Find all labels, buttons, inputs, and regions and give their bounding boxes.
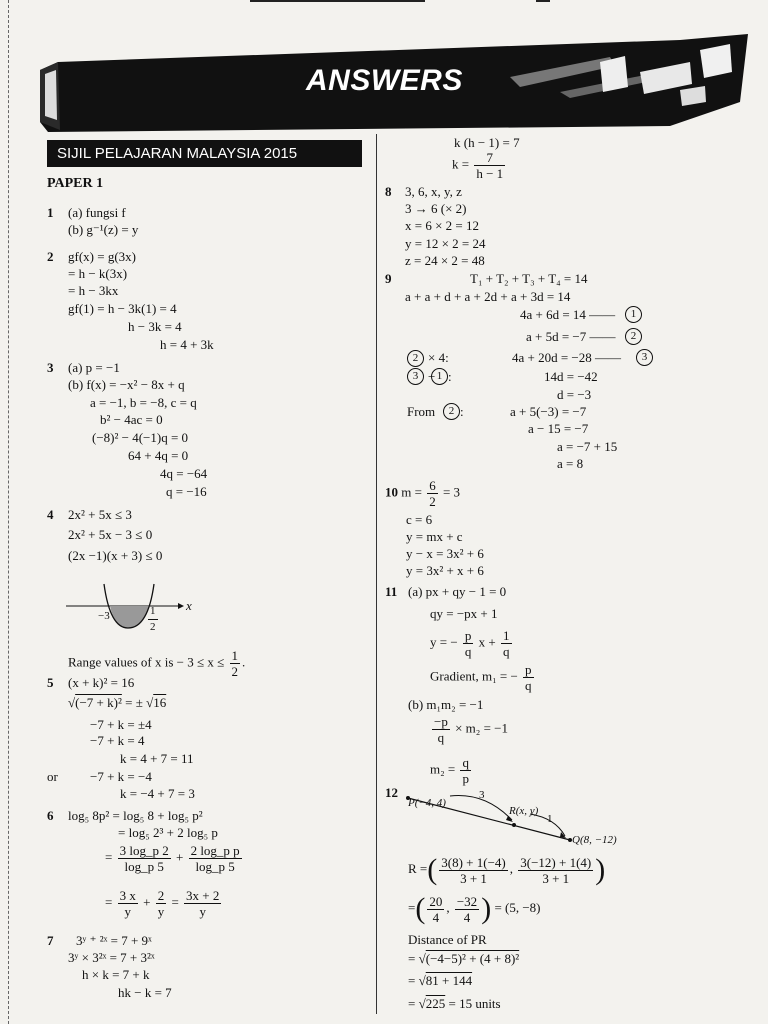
q11-y-eq: y = − $\frac{p}{q}$ x + $\frac{1}{q}$ bbox=[430, 628, 510, 659]
left-line: (−8)² − 4(−1)q = 0 bbox=[92, 430, 189, 445]
left-line: a = −1, b = −8, c = q bbox=[90, 395, 197, 410]
right-line: : bbox=[460, 404, 464, 419]
graph-x-label: x bbox=[186, 598, 192, 613]
point-Q: Q(8, −12) bbox=[572, 834, 617, 846]
left-line: gf(x) = g(3x) bbox=[68, 249, 136, 264]
right-line: z = 24 × 2 = 48 bbox=[405, 253, 485, 268]
left-line: 1 bbox=[47, 205, 54, 220]
column-divider bbox=[376, 134, 377, 1014]
top-rule-mark bbox=[536, 0, 550, 2]
q11-b-line: $\frac{-p}{q}$ × m₂ = −1 bbox=[434, 714, 508, 745]
left-line: h × k = 7 + k bbox=[82, 967, 150, 982]
right-line: 14d = −42 bbox=[544, 369, 598, 384]
left-line: (a) fungsi f bbox=[68, 205, 126, 220]
q11-m2: m₂ = $\frac{q}{p}$ bbox=[430, 755, 469, 786]
right-line: y = 3x² + x + 6 bbox=[406, 563, 484, 578]
step-marker-3b: 3 bbox=[407, 368, 424, 385]
q11-gradient: Gradient, m₁ = − $\frac{p}{q}$ bbox=[430, 662, 532, 693]
left-line: 3ʸ ⁺ ²ˣ = 7 + 9ˣ bbox=[76, 933, 152, 948]
right-line: (a) px + qy − 1 = 0 bbox=[408, 584, 507, 599]
cut-line bbox=[8, 0, 9, 1024]
left-line: 2 bbox=[47, 249, 54, 264]
left-line: (x + k)² = 16 bbox=[68, 675, 135, 690]
right-line: 11 bbox=[385, 584, 398, 599]
step-marker-2: 2 bbox=[625, 328, 642, 345]
left-line: 6 bbox=[47, 808, 54, 823]
left-line: h = 4 + 3k bbox=[160, 337, 214, 352]
step-marker-1: 1 bbox=[625, 306, 642, 323]
left-line: 4 bbox=[47, 507, 54, 522]
q7-k-fraction: k = $\frac{7}{h - 1}$ bbox=[452, 150, 504, 181]
right-line: x = 6 × 2 = 12 bbox=[405, 218, 479, 233]
right-line: qy = −px + 1 bbox=[430, 606, 498, 621]
right-line: c = 6 bbox=[406, 512, 433, 527]
right-line: 4a + 20d = −28 —— bbox=[512, 350, 622, 365]
right-line: Distance of PR bbox=[408, 932, 487, 947]
left-line: (b) f(x) = −x² − 8x + q bbox=[68, 377, 185, 392]
left-line: (b) g⁻¹(z) = y bbox=[68, 222, 139, 237]
right-line: a − 15 = −7 bbox=[528, 421, 589, 436]
left-line: 5 bbox=[47, 675, 54, 690]
right-line: y = mx + c bbox=[406, 529, 463, 544]
left-line: = h − 3kx bbox=[68, 283, 119, 298]
left-line: gf(1) = h − 3k(1) = 4 bbox=[68, 301, 177, 316]
right-line: a + a + d + a + 2d + a + 3d = 14 bbox=[405, 289, 571, 304]
right-line: 4a + 6d = 14 —— bbox=[520, 307, 616, 322]
ratio-1: 1 bbox=[547, 813, 553, 825]
left-line: = h − k(3x) bbox=[68, 266, 128, 281]
right-line: (b) m₁m₂ = −1 bbox=[408, 697, 484, 712]
step-marker-2b: 2 bbox=[407, 350, 424, 367]
q6-line4: = $\frac{3 x}{y}$ + $\frac{2}{y}$ = $\frac{3x + 2}{y}$ bbox=[105, 888, 220, 919]
right-line: − bbox=[428, 369, 436, 384]
q6-line3: = $\frac{3 \log\_p 2}{\log\_p 5}$ + $\frac{\text{2 log\_p p}}{\log\_p 5}$ bbox=[105, 843, 240, 874]
left-line: 4q = −64 bbox=[160, 466, 208, 481]
right-line: T₁ + T₂ + T₃ + T₄ = 14 bbox=[470, 271, 588, 286]
left-line: = log₅ 2³ + 2 log₅ p bbox=[118, 825, 218, 840]
q10-line: 10 m = $\frac{6}{2}$ = 3 bbox=[385, 478, 461, 509]
ratio-3: 3 bbox=[479, 789, 485, 801]
right-line: 8 bbox=[385, 184, 392, 199]
right-line: k (h − 1) = 7 bbox=[454, 135, 520, 150]
left-line: 7 bbox=[47, 933, 54, 948]
right-line: 3, 6, x, y, z bbox=[405, 184, 462, 199]
right-line: From bbox=[407, 404, 436, 419]
page-title: ANSWERS bbox=[306, 64, 463, 97]
right-line: d = −3 bbox=[557, 387, 592, 402]
range-text: Range values of x is − 3 ≤ x ≤ $\frac{1}{2}$ . bbox=[68, 648, 246, 679]
left-line: k = −4 + 7 = 3 bbox=[120, 786, 195, 801]
right-line: 12 bbox=[385, 785, 398, 800]
left-line: h − 3k = 4 bbox=[128, 319, 182, 334]
left-line: (2x −1)(x + 3) ≤ 0 bbox=[68, 548, 163, 563]
left-line: (a) p = −1 bbox=[68, 360, 120, 375]
right-line: × 4: bbox=[428, 350, 449, 365]
right-line: y = 12 × 2 = 24 bbox=[405, 236, 486, 251]
q12-R-result: =( $\frac{20}{4}$ , $\frac{-32}{4}$ ) = (5, −8) bbox=[408, 892, 541, 926]
right-line: a + 5d = −7 —— bbox=[526, 329, 616, 344]
q12-dist-2: = √81 + 144 bbox=[408, 973, 473, 988]
left-line: 3 bbox=[47, 360, 54, 375]
left-line: −7 + k = 4 bbox=[90, 733, 145, 748]
left-line: 2x² + 5x − 3 ≤ 0 bbox=[68, 527, 153, 542]
q12-dist-3: = √225 = 15 units bbox=[408, 996, 501, 1011]
top-rule bbox=[250, 0, 425, 2]
quadratic-graph bbox=[66, 578, 196, 642]
section-label: SIJIL PELAJARAN MALAYSIA 2015 bbox=[47, 140, 362, 167]
left-line: 64 + 4q = 0 bbox=[128, 448, 189, 463]
left-line: b² − 4ac = 0 bbox=[100, 412, 163, 427]
right-line: 9 bbox=[385, 271, 392, 286]
right-line: a = 8 bbox=[557, 456, 584, 471]
right-line: y − x = 3x² + 6 bbox=[406, 546, 484, 561]
left-line: −7 + k = ±4 bbox=[90, 717, 152, 732]
left-line: −7 + k = −4 bbox=[90, 769, 152, 784]
q12-dist-1: = √(−4−5)² + (4 + 8)² bbox=[408, 951, 520, 966]
step-marker-1b: 1 bbox=[431, 368, 448, 385]
point-P: P(−4, 4) bbox=[408, 797, 446, 809]
left-line: q = −16 bbox=[166, 484, 207, 499]
left-line: hk − k = 7 bbox=[118, 985, 172, 1000]
left-line: k = 4 + 7 = 11 bbox=[120, 751, 194, 766]
step-marker-2c: 2 bbox=[443, 403, 460, 420]
right-line: a = −7 + 15 bbox=[557, 439, 618, 454]
step-marker-3: 3 bbox=[636, 349, 653, 366]
point-R: R(x, y) bbox=[509, 805, 539, 817]
left-line: 2x² + 5x ≤ 3 bbox=[68, 507, 132, 522]
left-line: log₅ 8p² = log₅ 8 + log₅ p² bbox=[68, 808, 203, 823]
left-line: 3ʸ × 3²ˣ = 7 + 3²ˣ bbox=[68, 950, 155, 965]
q5-sqrt-line: √(−7 + k)² = ± √16 bbox=[68, 695, 167, 710]
right-line: : bbox=[448, 369, 452, 384]
right-line: a + 5(−3) = −7 bbox=[510, 404, 587, 419]
left-line: or bbox=[47, 769, 58, 784]
graph-neg3: −3 bbox=[98, 610, 110, 622]
q12-R-formula: R =( $\frac{3(8) + 1(-4)}{3 + 1}$ , $\frac{3(-12) + 1(4)}{3 + 1}$ ) bbox=[408, 853, 606, 887]
right-line: 3 → 6 (× 2) bbox=[405, 201, 467, 216]
graph-half: $\frac{1}{2}$ bbox=[150, 605, 156, 633]
paper-heading: PAPER 1 bbox=[47, 176, 104, 191]
